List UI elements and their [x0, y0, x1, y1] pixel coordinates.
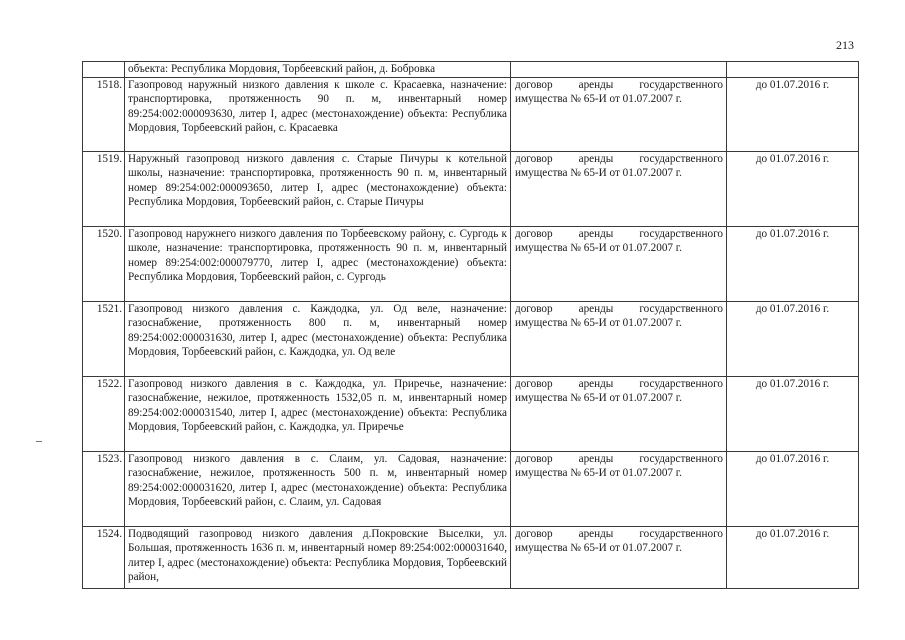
- cell-basis: договор аренды государственного имущества № 65-И от 01.07.2007 г.: [511, 376, 727, 451]
- cell-term: до 01.07.2016 г.: [727, 77, 859, 151]
- cell-description: Газопровод наружный низкого давления к школе с. Красаевка, назначение: транспортировка, протяженность 90 п. м, инвентарный номер 89:254:002:000093630, литер I, адрес (местонахождение) объекта: Республика Мордовия, Торбеевский район, с. Красаевка: [125, 77, 511, 151]
- cell-number: 1523.: [83, 451, 125, 526]
- cell-term: до 01.07.2016 г.: [727, 526, 859, 588]
- page-number: 213: [836, 38, 854, 52]
- table-row: [83, 77, 859, 151]
- cell-number: 1522.: [83, 376, 125, 451]
- cell-basis: договор аренды государственного имущества № 65-И от 01.07.2007 г.: [511, 451, 727, 526]
- table-row: [83, 151, 859, 226]
- cell-basis: [511, 62, 727, 78]
- cell-description: Наружный газопровод низкого давления с. Старые Пичуры к котельной школы, назначение: транспортировка, протяженность 90 п. м, инвентарный номер 89:254:002:000093650, литер I, адрес (местонахождение) объекта: Республика Мордовия, Торбеевский район, с. Старые Пичуры: [125, 151, 511, 226]
- cell-description: Газопровод низкого давления в с. Каждодка, ул. Приречье, назначение: газоснабжение, нежилое, протяженность 1532,05 п. м, инвентарный номер 89:254:002:000031540, литер I, адрес (местонахождение) объекта: Республика Мордовия, Торбеевский район, с. Каждодка, ул. Приречье: [125, 376, 511, 451]
- cell-basis: договор аренды государственного имущества № 65-И от 01.07.2007 г.: [511, 151, 727, 226]
- table-row: [83, 226, 859, 301]
- cell-term: [727, 62, 859, 78]
- cell-term: до 01.07.2016 г.: [727, 151, 859, 226]
- table-row: [83, 526, 859, 588]
- cell-description: Подводящий газопровод низкого давления д.Покровские Выселки, ул. Большая, протяженность 1636 п. м, инвентарный номер 89:254:002:000031640, литер I, адрес (местонахождение) объекта: Республика Мордовия, Торбеевский район,: [125, 526, 511, 588]
- cell-term: до 01.07.2016 г.: [727, 301, 859, 376]
- cell-term: до 01.07.2016 г.: [727, 376, 859, 451]
- cell-number: 1519.: [83, 151, 125, 226]
- cell-description: объекта: Республика Мордовия, Торбеевский район, д. Бобровка: [125, 62, 511, 78]
- cell-term: до 01.07.2016 г.: [727, 226, 859, 301]
- cell-description: Газопровод наружнего низкого давления по Торбеевскому району, с. Сургодь к школе, назначение: транспортировка, протяженность 90 п. м, инвентарный номер 89:254:002:000079770, литер I, адрес (местонахождение) объекта: Республика Мордовия, Торбеевский район, с. Сургодь: [125, 226, 511, 301]
- cell-basis: договор аренды государственного имущества № 65-И от 01.07.2007 г.: [511, 526, 727, 588]
- cell-number: [83, 62, 125, 78]
- table-row-continuation: [83, 62, 859, 78]
- table-row: [83, 451, 859, 526]
- cell-number: 1520.: [83, 226, 125, 301]
- cell-number: 1524.: [83, 526, 125, 588]
- property-registry-table: [82, 61, 859, 589]
- table-row: [83, 301, 859, 376]
- cell-description: Газопровод низкого давления в с. Слаим, ул. Садовая, назначение: газоснабжение, нежилое, протяженность 500 п. м, инвентарный номер 89:254:002:000031620, литер I, адрес (местонахождение) объекта: Республика Мордовия, Торбеевский район, с. Слаим, ул. Садовая: [125, 451, 511, 526]
- cell-number: 1521.: [83, 301, 125, 376]
- table-row: [83, 376, 859, 451]
- cell-description: Газопровод низкого давления с. Каждодка, ул. Од веле, назначение: газоснабжение, протяженность 800 п. м, инвентарный номер 89:254:002:000031630, литер I, адрес (местонахождение) объекта: Республика Мордовия, Торбеевский район, с. Каждодка, ул. Од веле: [125, 301, 511, 376]
- scan-mark: [36, 441, 42, 442]
- cell-basis: договор аренды государственного имущества № 65-И от 01.07.2007 г.: [511, 226, 727, 301]
- cell-basis: договор аренды государственного имущества № 65-И от 01.07.2007 г.: [511, 77, 727, 151]
- cell-term: до 01.07.2016 г.: [727, 451, 859, 526]
- cell-basis: договор аренды государственного имущества № 65-И от 01.07.2007 г.: [511, 301, 727, 376]
- cell-number: 1518.: [83, 77, 125, 151]
